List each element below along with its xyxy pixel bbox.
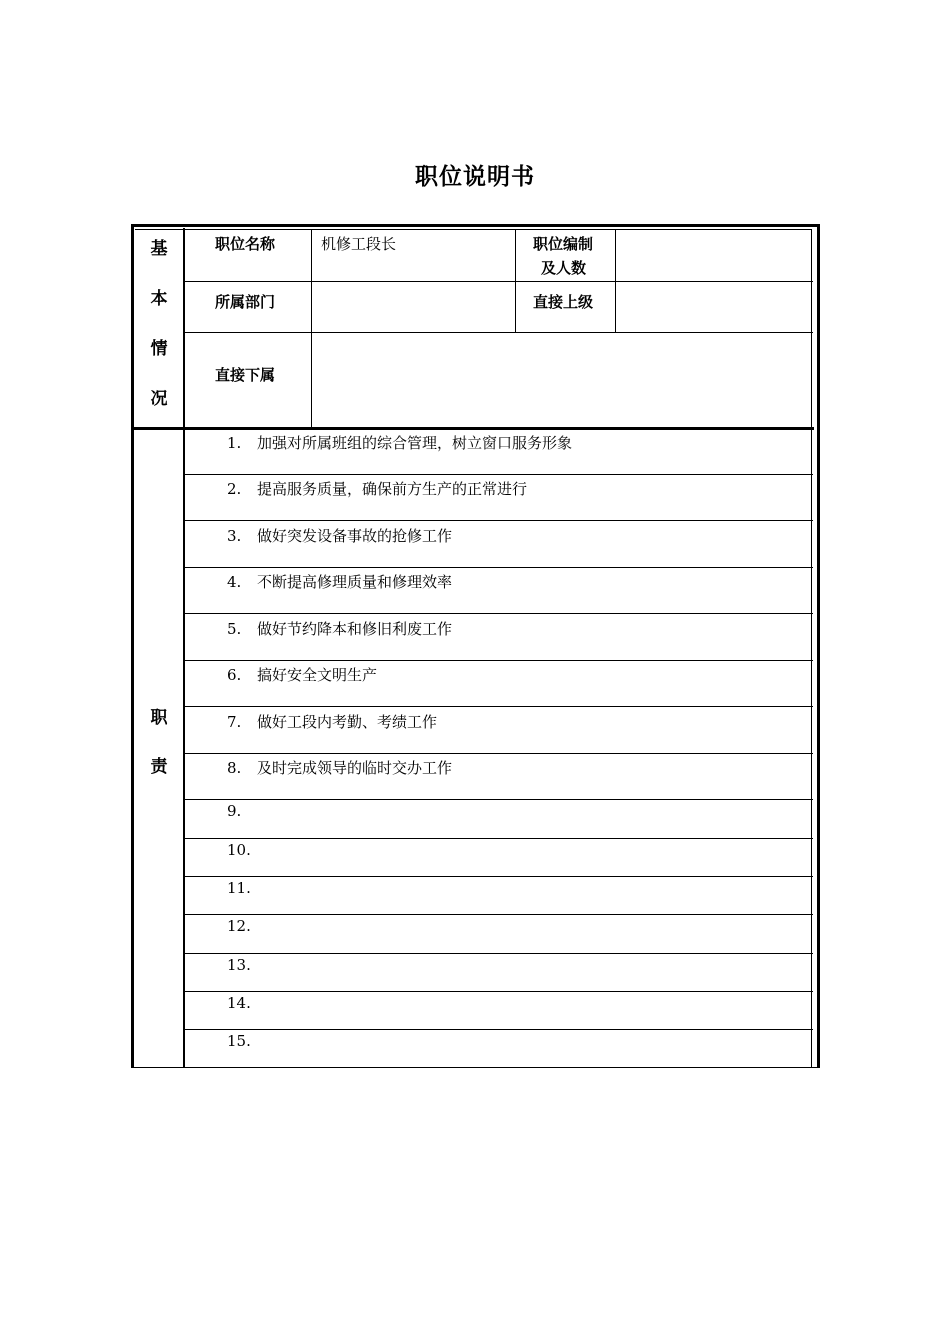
department-label: 所属部门 [215, 293, 276, 311]
duty-number: 11. [227, 879, 251, 897]
basic-section-char-2: 本 [150, 289, 168, 309]
duty-item [227, 878, 257, 898]
duty-number: 8. [227, 759, 242, 777]
duty-text: 不断提高修理质量和修理效率 [257, 573, 453, 591]
duty-row-divider [185, 838, 813, 839]
duty-text: 加强对所属班组的综合管理，树立窗口服务形象 [257, 434, 573, 452]
duty-item [227, 665, 377, 685]
duty-number: 6. [227, 666, 242, 684]
duty-number: 13. [227, 956, 251, 974]
col-divider-3 [615, 229, 616, 332]
duty-row-divider [185, 613, 813, 614]
duty-row-divider [185, 706, 813, 707]
duty-number: 5. [227, 620, 242, 638]
document-title: 职位说明书 [415, 164, 535, 190]
duty-item [227, 619, 452, 639]
duty-text: 搞好安全文明生产 [257, 666, 378, 684]
row-divider-2 [185, 332, 813, 333]
subordinate-label: 直接下属 [215, 366, 276, 384]
duty-text: 做好突发设备事故的抢修工作 [257, 527, 453, 545]
inner-right-border [811, 229, 812, 1067]
duty-number: 1. [227, 434, 242, 452]
duty-number: 2. [227, 480, 242, 498]
duty-row-divider [185, 520, 813, 521]
duties-section-char-1: 职 [150, 708, 168, 728]
duty-item [227, 526, 452, 546]
duty-row-divider [185, 1029, 813, 1030]
duty-item [227, 758, 452, 778]
duty-number: 4. [227, 573, 242, 591]
duty-number: 14. [227, 994, 251, 1012]
position-name-label: 职位名称 [215, 235, 276, 253]
section-row-divider [134, 427, 814, 430]
duty-row-divider [185, 914, 813, 915]
superior-label: 直接上级 [533, 293, 594, 311]
duties-section-char-2: 责 [150, 757, 168, 777]
duty-item [227, 955, 257, 975]
duty-row-divider [185, 991, 813, 992]
duty-row-divider [185, 474, 813, 475]
basic-section-char-1: 基 [150, 239, 168, 259]
basic-section-char-3: 情 [150, 339, 168, 359]
duty-text: 做好节约降本和修旧利废工作 [257, 620, 453, 638]
duty-item [227, 1031, 257, 1051]
duty-item [227, 433, 572, 453]
inner-top-border [135, 229, 812, 230]
duty-item [227, 479, 527, 499]
duty-number: 3. [227, 527, 242, 545]
duty-text: 及时完成领导的临时交办工作 [257, 759, 453, 777]
duty-text: 提高服务质量，确保前方生产的正常进行 [257, 480, 528, 498]
duty-number: 15. [227, 1032, 251, 1050]
duty-row-divider [185, 660, 813, 661]
duty-row-divider [185, 876, 813, 877]
col-divider-1 [311, 229, 312, 427]
basic-section-char-4: 况 [150, 389, 168, 409]
duty-number: 7. [227, 713, 242, 731]
duty-row-divider [185, 799, 813, 800]
duty-item [227, 712, 437, 732]
duty-number: 9. [227, 802, 242, 820]
col-divider-2 [515, 229, 516, 332]
duty-item [227, 916, 257, 936]
duty-number: 10. [227, 841, 251, 859]
duty-number: 12. [227, 917, 251, 935]
duty-item [227, 801, 257, 821]
duty-item [227, 572, 452, 592]
position-name-value: 机修工段长 [321, 235, 397, 253]
duty-item [227, 840, 257, 860]
headcount-label-line2: 及人数 [541, 259, 587, 277]
duty-text: 做好工段内考勤、考绩工作 [257, 713, 438, 731]
headcount-label-line1: 职位编制 [533, 235, 594, 253]
duty-item [227, 993, 257, 1013]
duty-row-divider [185, 567, 813, 568]
duty-row-divider [185, 753, 813, 754]
job-description-table [131, 224, 820, 1068]
row-divider-1 [185, 281, 813, 282]
duty-row-divider [185, 953, 813, 954]
